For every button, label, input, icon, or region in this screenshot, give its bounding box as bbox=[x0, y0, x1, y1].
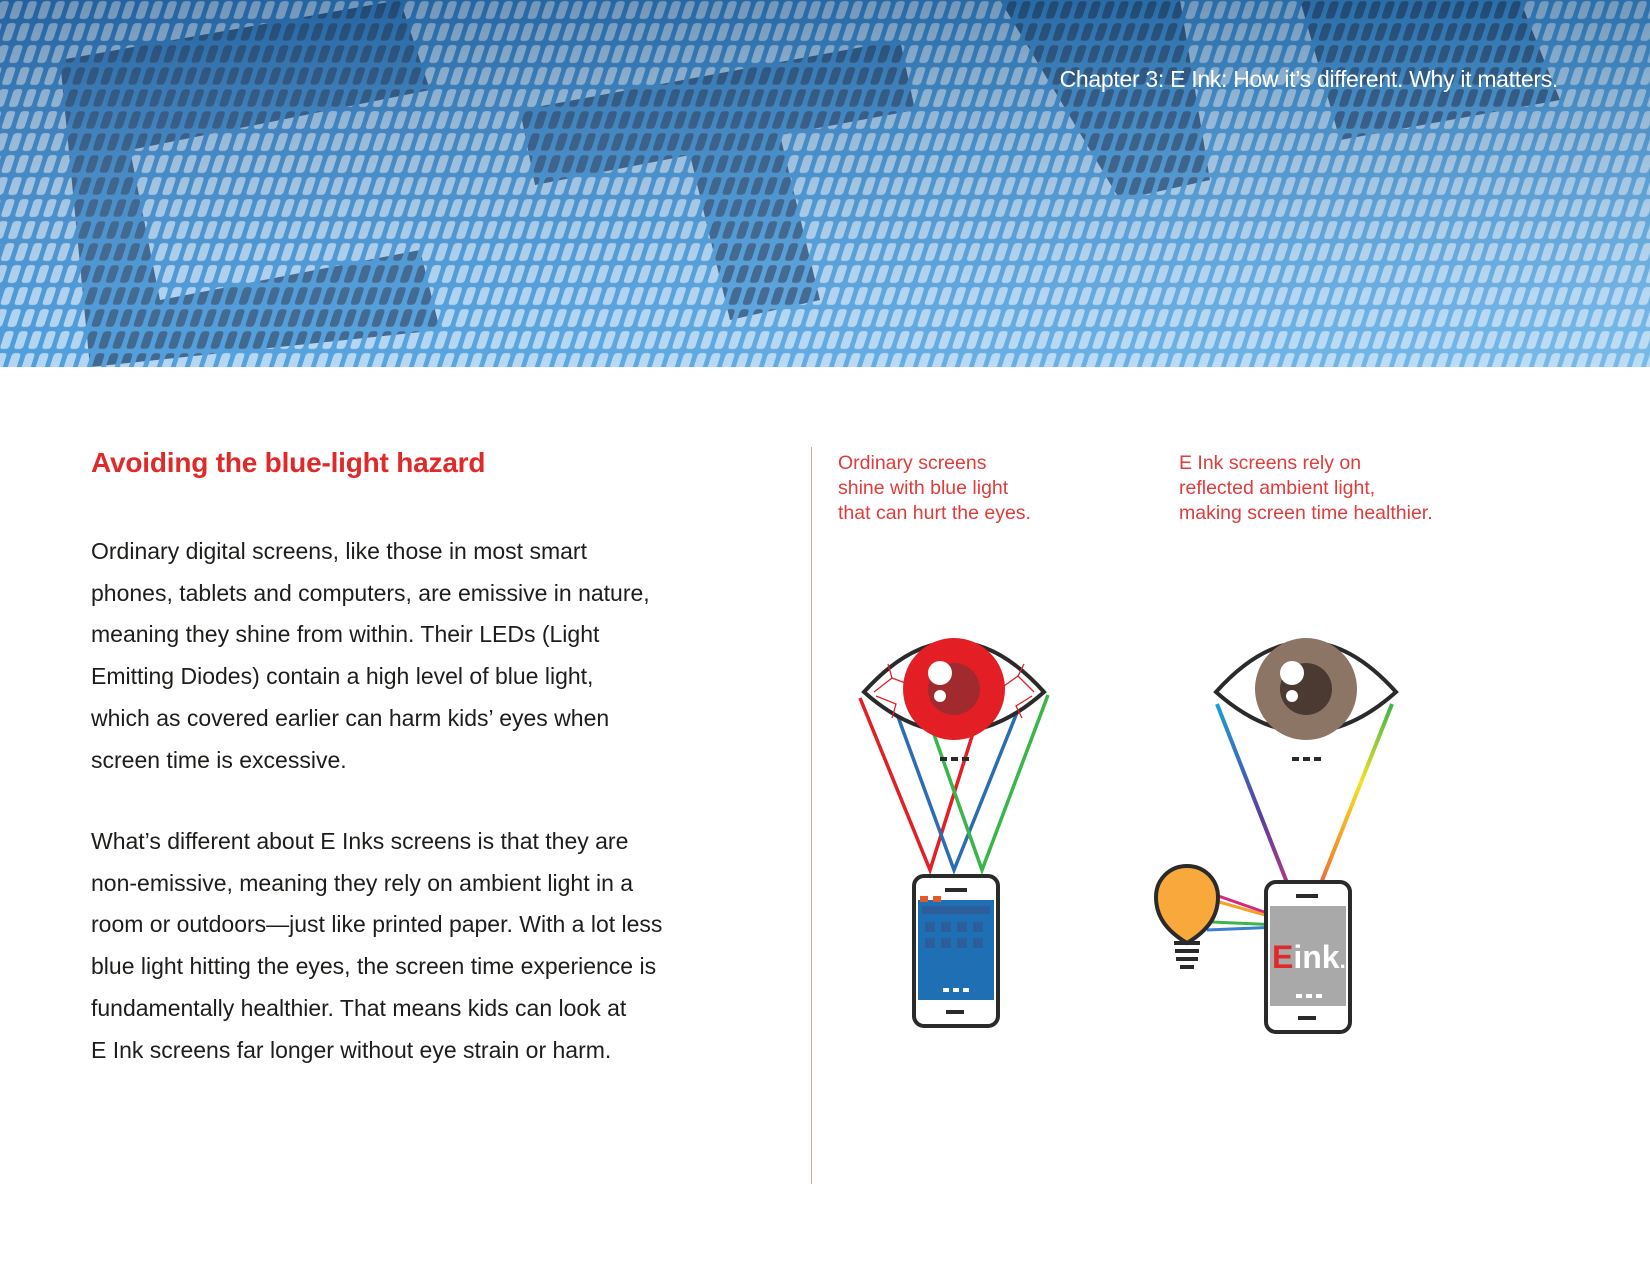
healthy-eye-icon bbox=[1216, 638, 1396, 761]
article-column bbox=[91, 447, 751, 1063]
eink-phone-icon bbox=[1266, 882, 1350, 1032]
eink-logo: Eink. bbox=[1272, 939, 1346, 975]
pixel-screen-image bbox=[0, 0, 1650, 367]
blue-light-illustration bbox=[812, 600, 1432, 1050]
section-heading: Avoiding the blue-light hazard bbox=[91, 447, 486, 478]
eink-screen-diagram bbox=[1156, 638, 1396, 1032]
paragraph-emissive: Ordinary digital screens, like those in most smart phones, tablets and computers, are emissive in nature, meaning they shine from within. Their LEDs (Light Emitting Diodes) contain a high level of blue light, which as covered earlier can harm kids’ eyes when screen time is excessive. bbox=[91, 538, 650, 773]
paragraph-non-emissive: What’s different about E Inks screens is that they are non-emissive, meaning they rely on ambient light in a room or outdoors—just like printed paper. With a lot less blue light hitting the eyes, the screen time experience is fundamentally healthier. That means kids can look at E Ink screens far longer without eye strain or harm. bbox=[91, 828, 663, 1063]
light-bulb-icon bbox=[1156, 866, 1218, 969]
chapter-title: Chapter 3: E Ink: How it’s different. Why it matters. bbox=[1059, 66, 1558, 92]
caption-ordinary-screens: Ordinary screens shine with blue light that can hurt the eyes. bbox=[838, 452, 1031, 524]
emissive-phone-icon bbox=[914, 876, 998, 1026]
ordinary-screen-diagram bbox=[860, 638, 1048, 1026]
header-banner bbox=[0, 0, 1650, 367]
caption-eink-screens: E Ink screens rely on reflected ambient light, making screen time healthier. bbox=[1179, 452, 1433, 524]
strained-eye-icon bbox=[864, 638, 1044, 761]
